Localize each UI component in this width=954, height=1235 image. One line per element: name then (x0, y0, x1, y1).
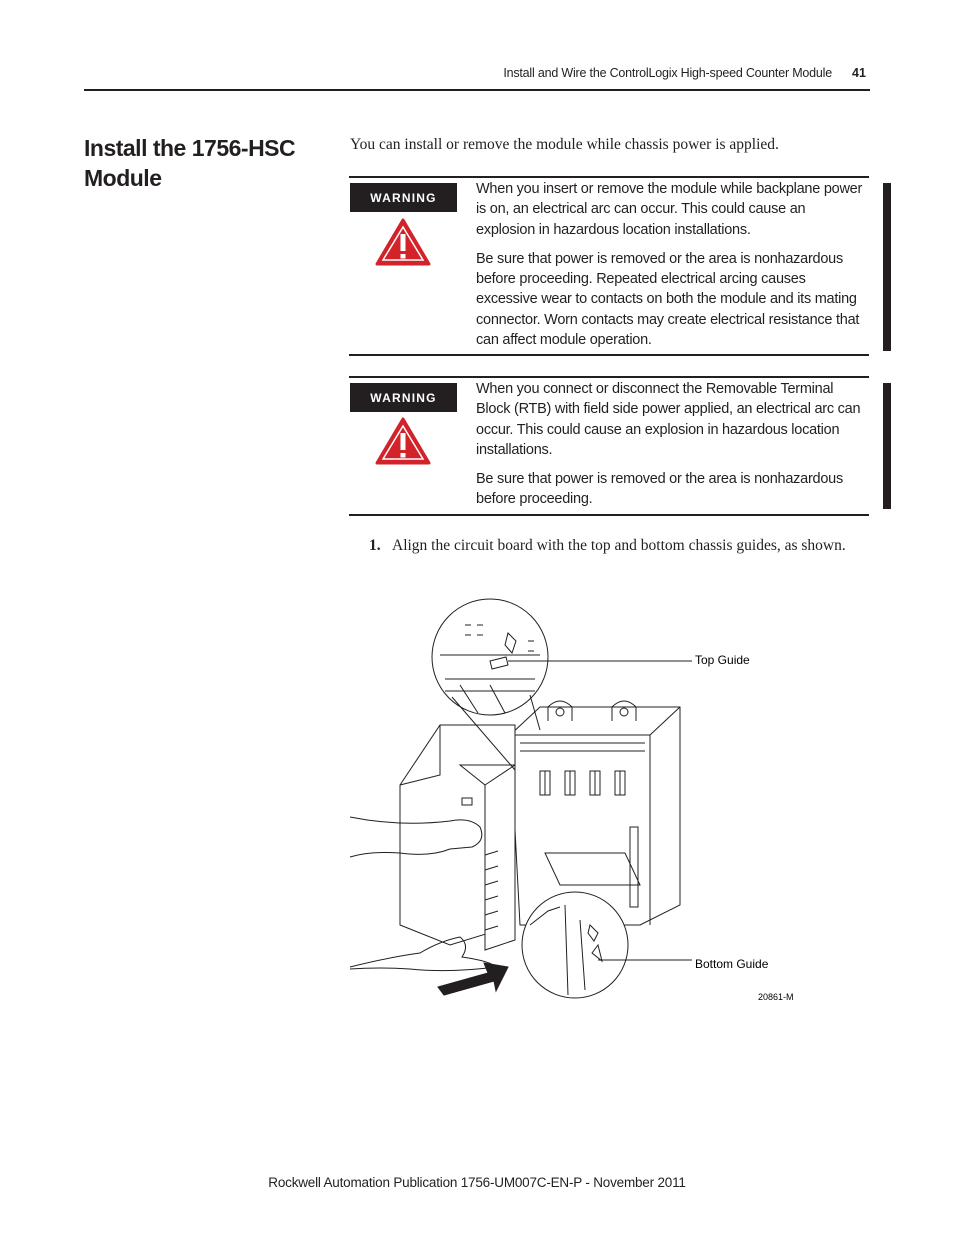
section-title: Install the 1756-HSC Module (84, 135, 296, 191)
warning-triangle-icon (374, 416, 432, 466)
intro-text: You can install or remove the module while chassis power is applied. (350, 136, 779, 153)
warning-2-paragraph: Be sure that power is removed or the area is nonhazardous before proceeding. (476, 471, 843, 508)
figure-id: 20861-M (758, 992, 794, 1002)
warning-1-top-rule (349, 176, 869, 178)
header-rule (84, 89, 870, 91)
bottom-guide-callout: Bottom Guide (695, 957, 769, 971)
warning-2-text (476, 379, 868, 519)
page-number: 41 (852, 66, 866, 80)
warning-1-paragraph: Be sure that power is removed or the area is nonhazardous before proceeding. Repeated electrical arcing causes excessive wear to contacts on both the module and its mating connector. Worn contacts may create electrical resistance that can affect module operation. (476, 250, 860, 349)
step-text: Align the circuit board with the top and bottom chassis guides, as shown. (392, 537, 846, 554)
step-number: 1. (369, 537, 381, 554)
warning-1-label: WARNING (350, 183, 457, 212)
change-bar (883, 383, 891, 509)
warning-2-top-rule (349, 376, 869, 378)
chassis-illustration (340, 595, 820, 1025)
warning-1-paragraph: When you insert or remove the module while backplane power is on, an electrical arc can occur. This could cause an explosion in hazardous location installations. (476, 181, 863, 238)
top-guide-callout: Top Guide (695, 653, 750, 667)
warning-1-text (476, 179, 868, 359)
warning-2-bottom-rule (349, 514, 869, 516)
change-bar (883, 183, 891, 351)
warning-1-bottom-rule (349, 354, 869, 356)
running-head: Install and Wire the ControlLogix High-speed Counter Module (503, 66, 832, 80)
warning-2-paragraph: When you connect or disconnect the Removable Terminal Block (RTB) with field side power applied, an electrical arc can occur. This could cause an explosion in hazardous location installations. (476, 381, 861, 458)
warning-2-label: WARNING (350, 383, 457, 412)
installation-figure (340, 595, 820, 1025)
warning-triangle-icon (374, 217, 432, 267)
footer-publication: Rockwell Automation Publication 1756-UM007C-EN-P - November 2011 (268, 1175, 686, 1190)
